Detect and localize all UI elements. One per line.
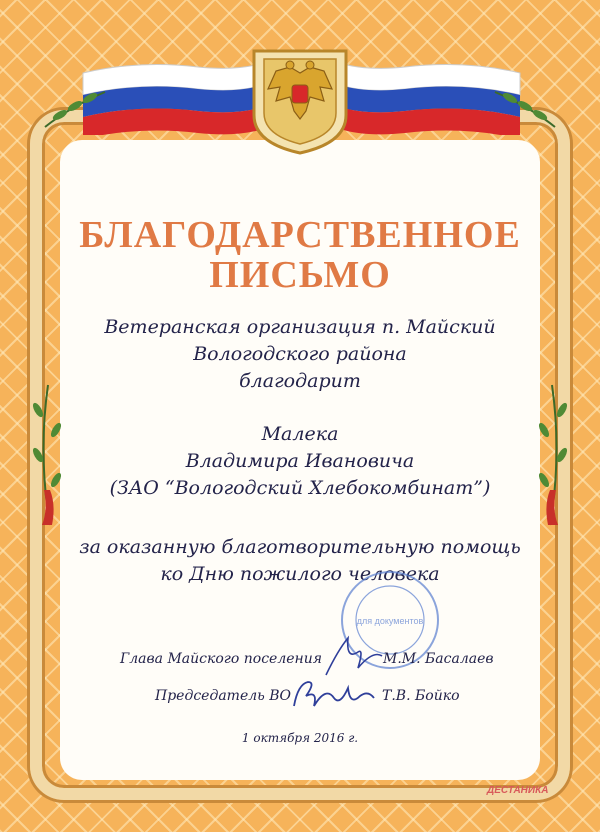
document-date: 1 октября 2016 г. (241, 731, 359, 745)
recipient-company: (ЗАО “Вологодский Хлебокомбинат”) (109, 477, 491, 499)
organization-district: Вологодского района (193, 343, 407, 365)
reason-line: за оказанную благотворительную помощь (79, 536, 521, 558)
thanks-verb: благодарит (239, 370, 361, 392)
signer1-role: Глава Майского поселения (120, 651, 323, 667)
document-subtitle: ПИСЬМО (209, 254, 391, 296)
document-title: БЛАГОДАРСТВЕННОЕ (79, 214, 521, 256)
russian-coat-of-arms-icon (246, 45, 354, 157)
signature-scribble-1 (318, 630, 388, 680)
recipient-name: Владимира Ивановича (185, 450, 415, 472)
signer1-name: М.М. Басалаев (383, 651, 494, 667)
signature-scribble-2 (288, 676, 378, 716)
laurel-branch-icon (490, 82, 560, 132)
printer-brand-mark: ДЕСТАНИКА (487, 785, 549, 796)
recipient-surname: Малека (261, 423, 339, 445)
laurel-branch-icon (40, 82, 110, 132)
reason-occasion: ко Дню пожилого человека (160, 563, 440, 585)
organization-line: Ветеранская организация п. Майский (104, 316, 496, 338)
stamp-text: для документов (356, 616, 424, 626)
signer2-name: Т.В. Бойко (382, 688, 460, 704)
signer2-role: Председатель ВО (155, 688, 291, 704)
